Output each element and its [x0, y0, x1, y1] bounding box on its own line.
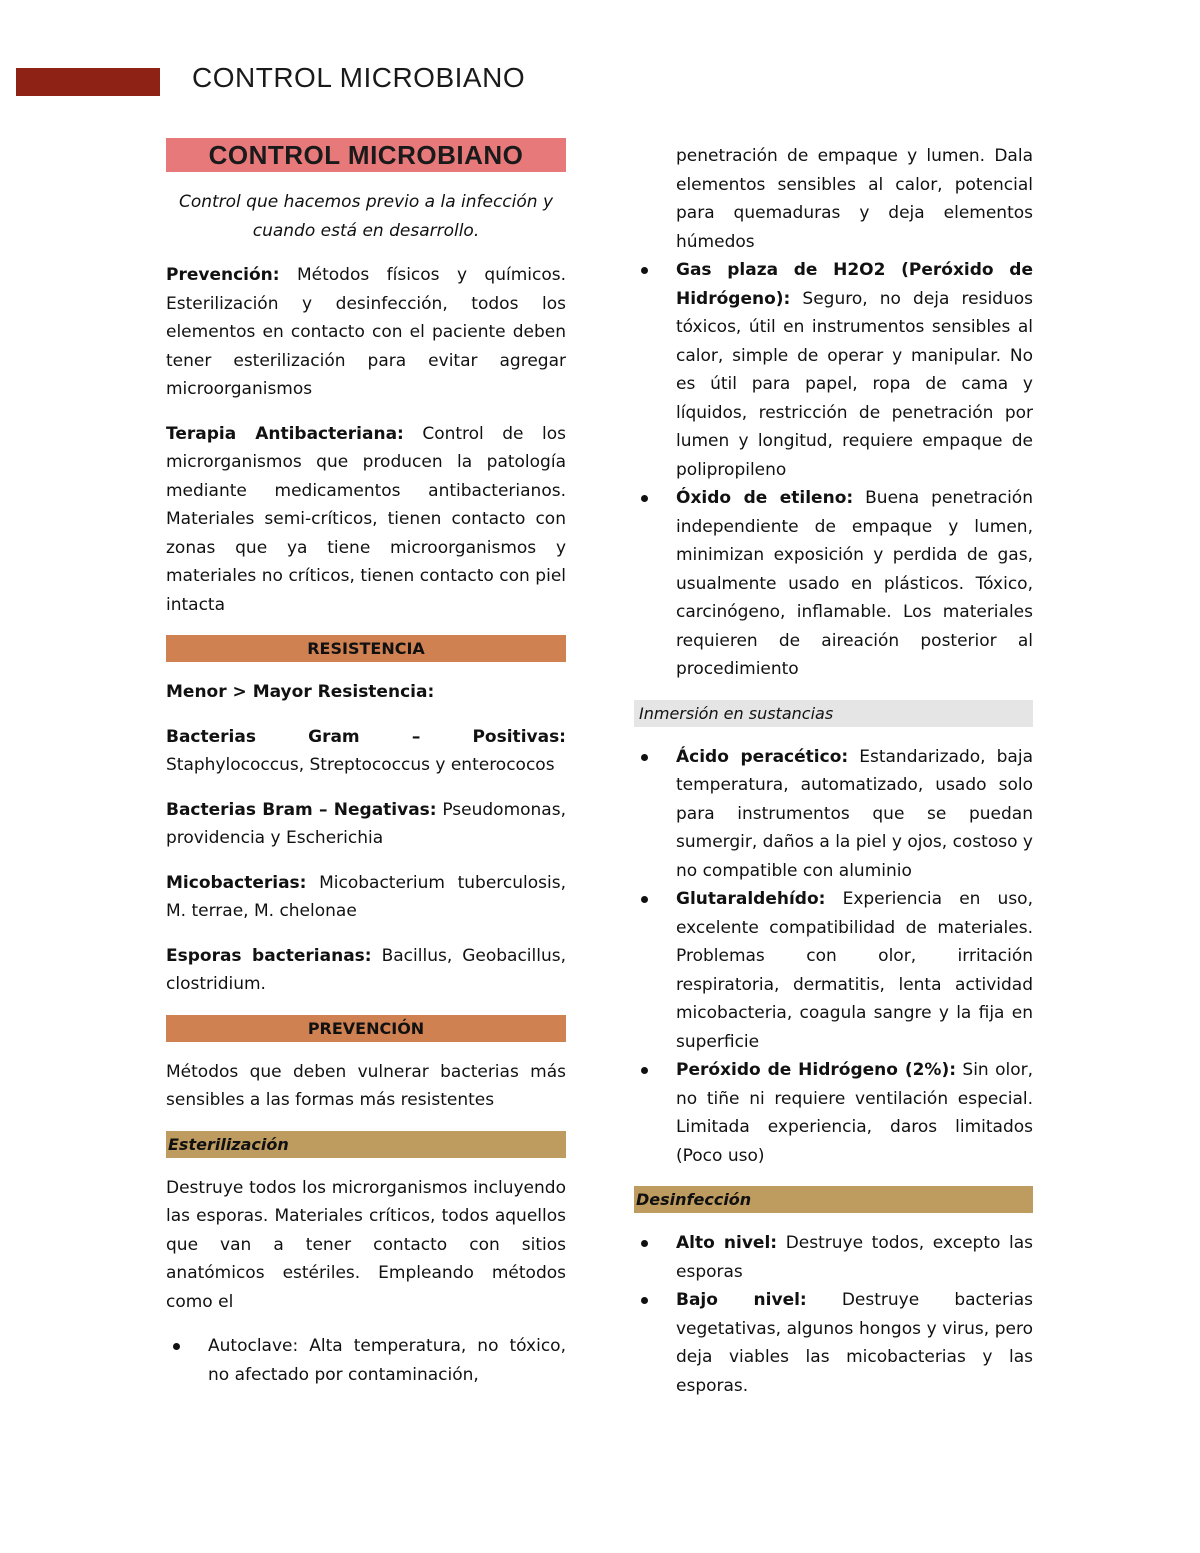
list-item-alto-nivel	[634, 1229, 1033, 1286]
term-label: Prevención:	[166, 265, 280, 285]
term-text: Staphylococcus, Streptococcus y enterococos	[166, 755, 555, 775]
paragraph-esporas	[166, 942, 566, 999]
section-heading-resistencia: RESISTENCIA	[166, 635, 566, 662]
subsection-heading-desinfeccion: Desinfección	[634, 1186, 1033, 1213]
term-text: Sin olor, no tiñe ni requiere ventilación especial. Limitada experiencia, daros limitados (Poco uso)	[676, 1060, 1033, 1166]
term-text: Destruye todos, excepto las esporas	[676, 1233, 1034, 1282]
paragraph-gram-negativas	[166, 796, 566, 853]
term-label: Esporas bacterianas:	[166, 945, 372, 966]
immersion-list	[634, 743, 1033, 1171]
sterilization-list-cont	[634, 256, 1033, 684]
paragraph-destruye: Destruye todos los microrganismos incluyendo las esporas. Materiales críticos, todos aquellos que van a tener contacto con sitios anatómicos estériles. Empleando métodos como el	[166, 1177, 566, 1312]
term-label: Micobacterias:	[166, 872, 307, 893]
paragraph-prevencion	[166, 261, 566, 404]
list-item-peroxido	[634, 1056, 1033, 1170]
paragraph-metodos: Métodos que deben vulnerar bacterias más sensibles a las formas más resistentes	[166, 1061, 566, 1110]
term-text: Destruye bacterias vegetativas, algunos hongos y virus, pero deja viables las micobacterias y las esporas.	[676, 1290, 1033, 1396]
term-text: Experiencia en uso, excelente compatibilidad de materiales. Problemas con olor, irritación respiratoria, dermatitis, lenta actividad micobacteria, coagula sangre y la fija en superficie	[676, 889, 1033, 1052]
list-item-glutaraldehido	[634, 885, 1033, 1056]
term-text: Bacillus, Geobacillus, clostridium.	[166, 945, 566, 994]
document-subtitle: Control que hacemos previo a la infección y cuando está en desarrollo.	[178, 192, 554, 241]
term-label: Bajo nivel:	[676, 1290, 807, 1310]
paragraph-terapia	[166, 420, 566, 620]
autoclave-continuation: penetración de empaque y lumen. Dala elementos sensibles al calor, potencial para quemaduras y deja elementos húmedos	[676, 146, 1033, 252]
term-label: Glutaraldehído:	[676, 889, 826, 909]
paragraph-gram-positivas	[166, 723, 566, 780]
list-item-peracetico	[634, 743, 1033, 886]
term-label: Gas plaza de H2O2 (Peróxido de Hidrógeno):	[676, 260, 1033, 309]
right-column	[634, 142, 1033, 1416]
term-text: Estandarizado, baja temperatura, automatizado, usado solo para instrumentos que se puedan sumergir, daños a la piel y ojos, costoso y no compatible con aluminio	[676, 746, 1033, 881]
paragraph-menor-mayor	[166, 678, 566, 707]
subsection-heading-esterilizacion: Esterilización	[166, 1131, 566, 1158]
term-label: Peróxido de Hidrógeno (2%):	[676, 1060, 957, 1080]
list-item-bajo-nivel	[634, 1286, 1033, 1400]
sterilization-list	[166, 1332, 566, 1389]
term-text: Buena penetración independiente de empaque y lumen, minimizan exposición y perdida de gas, usualmente usado en plásticos. Tóxico, carcinógeno, inflamable. Los materiales requieren de aireación posterior al procedimiento	[676, 488, 1033, 679]
header-title: CONTROL MICROBIANO	[192, 62, 526, 93]
header-accent-bar	[16, 68, 160, 96]
section-heading-prevencion: PREVENCIÓN	[166, 1015, 566, 1042]
left-column	[166, 138, 566, 1405]
list-item-oxido-etileno	[634, 484, 1033, 684]
term-label: Terapia Antibacteriana:	[166, 423, 404, 444]
paragraph-micobacterias	[166, 869, 566, 926]
subsection-heading-inmersion: Inmersión en sustancias	[634, 700, 1033, 727]
term-label: Ácido peracético:	[676, 746, 849, 767]
term-text: Seguro, no deja residuos tóxicos, útil en instrumentos sensibles al calor, simple de operar y manipular. No es útil para papel, ropa de cama y líquidos, restricción de penetración por lumen y longitud, requiere empaque de polipropileno	[676, 288, 1033, 480]
term-label: Alto nivel:	[676, 1233, 778, 1253]
term-label: Bacterias Bram – Negativas:	[166, 799, 437, 820]
term-text: Micobacterium tuberculosis, M. terrae, M. chelonae	[166, 872, 566, 921]
list-item-autoclave: Autoclave: Alta temperatura, no tóxico, no afectado por contaminación,	[166, 1332, 566, 1389]
disinfection-list	[634, 1229, 1033, 1400]
term-label: Menor > Mayor Resistencia:	[166, 682, 435, 702]
term-text: Control de los microrganismos que producen la patología mediante medicamentos antibacterianos. Materiales semi-críticos, tienen contacto con zonas que ya tiene microorganismos y materiales no críticos, tienen contacto con piel intacta	[166, 423, 566, 615]
term-text: Pseudomonas, providencia y Escherichia	[166, 799, 566, 848]
document-title: CONTROL MICROBIANO	[166, 138, 566, 172]
term-text: Métodos físicos y químicos. Esterilización y desinfección, todos los elementos en contacto con el paciente deben tener esterilización para evitar agregar microorganismos	[166, 265, 566, 399]
term-label: Bacterias Gram – Positivas:	[166, 726, 566, 747]
term-label: Óxido de etileno:	[676, 488, 854, 508]
list-item-gas-plaza	[634, 256, 1033, 484]
